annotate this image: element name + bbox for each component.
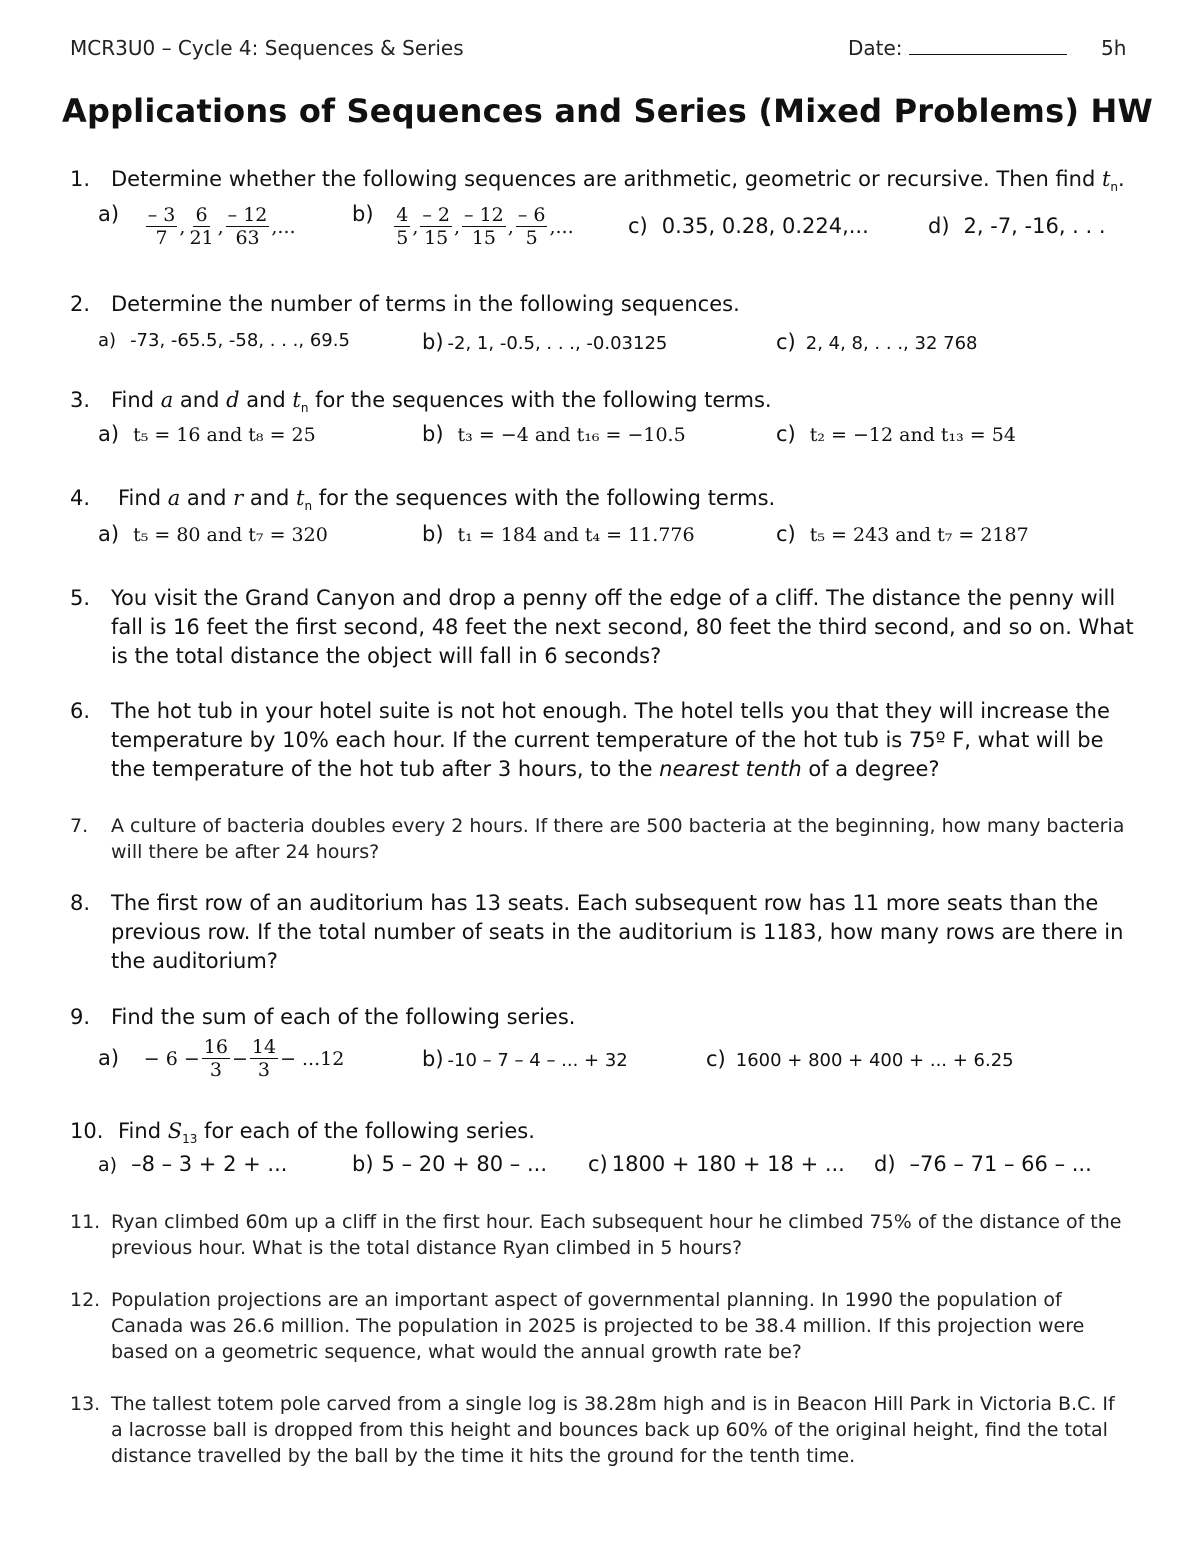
- part-expression: -2, 1, -0.5, . . ., -0.03125: [447, 333, 668, 354]
- page-title: Applications of Sequences and Series (Mixed Problems) HW: [62, 92, 1153, 130]
- part-label: c): [776, 522, 796, 546]
- question-text: The tallest totem pole carved from a single log is 38.28m high and is in Beacon Hill Park in Victoria B.C. If a lacrosse ball is dropped from this height and bounces back up 60% of the original height, find the total distance travelled by the ball by the time it hits the ground for the tenth time.: [111, 1393, 1115, 1467]
- question-number: 10.: [70, 1119, 104, 1143]
- q1-part-a: [98, 202, 296, 249]
- question-number: 2.: [70, 292, 91, 316]
- part-label: c): [776, 330, 796, 354]
- fraction: $\frac{14}{3}$: [251, 1036, 277, 1081]
- question-number: 4.: [70, 486, 91, 510]
- fraction: $\frac{- 12}{63}$: [227, 204, 268, 249]
- part-expression: 0.35, 0.28, 0.224,...: [661, 214, 869, 238]
- question-number: 7.: [70, 815, 89, 837]
- question-text: Population projections are an important aspect of governmental planning. In 1990 the population of Canada was 26.6 million. The population in 2025 is projected to be 38.4 million. If this projection were based on a geometric sequence, what would the annual growth rate be?: [111, 1289, 1085, 1363]
- question-text: The first row of an auditorium has 13 seats. Each subsequent row has 11 more seats than the previous row. If the total number of seats in the auditorium is 1183, how many rows are there in the auditorium?: [111, 891, 1124, 973]
- part-expression: t₅ = 243 and t₇ = 2187: [809, 524, 1029, 546]
- part-label: b): [352, 202, 374, 226]
- question-12: [70, 1287, 1110, 1365]
- question-text: The hot tub in your hotel suite is not hot enough. The hotel tells you that they will increase the temperature by 10% each hour. If the current temperature of the hot tub is 75º F, what will be the temperature of the hot tub after 3 hours, to the nearest tenth of a degree?: [111, 699, 1110, 781]
- fraction: $\frac{- 6}{5}$: [517, 204, 546, 249]
- q3-part-b: [422, 422, 686, 446]
- q1-part-c: [628, 214, 869, 238]
- part-expression: t₂ = −12 and t₁₃ = 54: [809, 424, 1016, 446]
- part-expression: 2, -7, -16, . . .: [963, 214, 1106, 238]
- part-expression: 2, 4, 8, . . ., 32 768: [805, 333, 978, 354]
- part-label: a): [98, 330, 117, 351]
- part-expression: t₅ = 16 and t₈ = 25: [133, 424, 316, 446]
- part-label: a): [98, 422, 120, 446]
- fraction: $\frac{4}{5}$: [396, 204, 409, 249]
- question-1: [70, 165, 1140, 202]
- question-text: You visit the Grand Canyon and drop a penny off the edge of a cliff. The distance the penny will fall is 16 feet the first second, 48 feet the next second, 80 feet the third second, and so on. What is the total distance the object will fall in 6 seconds?: [111, 586, 1134, 668]
- question-number: 9.: [70, 1005, 91, 1029]
- part-label: b): [422, 522, 444, 546]
- part-label: d): [874, 1152, 896, 1176]
- part-label: c): [588, 1152, 608, 1176]
- part-expression: 1600 + 800 + 400 + ... + 6.25: [735, 1050, 1014, 1071]
- question-4: [70, 484, 1140, 521]
- question-number: 12.: [70, 1289, 101, 1311]
- q10-part-b: [352, 1152, 547, 1176]
- part-expression: -73, -65.5, -58, . . ., 69.5: [130, 330, 350, 351]
- part-label: c): [776, 422, 796, 446]
- part-label: b): [352, 1152, 374, 1176]
- question-number: 6.: [70, 699, 91, 723]
- fraction: $\frac{6}{21}$: [189, 204, 214, 249]
- q2-part-b: [422, 330, 667, 354]
- q10-part-a: [98, 1152, 287, 1176]
- part-expression: 1800 + 180 + 18 + ...: [611, 1152, 845, 1176]
- fraction: $\frac{- 12}{15}$: [464, 204, 504, 249]
- part-label: a): [98, 202, 120, 226]
- question-number: 5.: [70, 586, 91, 610]
- question-10: [70, 1117, 1140, 1154]
- q10-part-c: [588, 1152, 845, 1176]
- question-text: Determine whether the following sequences are arithmetic, geometric or recursive. Then find $t_n$.: [111, 167, 1125, 195]
- q3-part-a: [98, 422, 316, 446]
- question-text: Find a and r and $t_n$ for the sequences with the following terms.: [118, 486, 776, 514]
- worksheet-code: 5h: [1101, 36, 1127, 60]
- q1-part-d: [928, 214, 1106, 238]
- question-text: Ryan climbed 60m up a cliff in the first hour. Each subsequent hour he climbed 75% of the distance of the previous hour. What is the total distance Ryan climbed in 5 hours?: [111, 1211, 1122, 1259]
- part-expression: 5 – 20 + 80 – ...: [381, 1152, 548, 1176]
- part-expression: -10 – 7 – 4 – ... + 32: [447, 1050, 628, 1071]
- part-label: d): [928, 214, 950, 238]
- question-2: [70, 290, 1140, 319]
- question-13: [70, 1391, 1132, 1469]
- question-text: Find the sum of each of the following series.: [111, 1005, 576, 1029]
- q4-part-c: [776, 522, 1029, 546]
- question-number: 13.: [70, 1393, 101, 1415]
- fraction: $\frac{- 3}{7}$: [147, 204, 176, 249]
- part-label: b): [422, 422, 444, 446]
- question-number: 3.: [70, 388, 91, 412]
- part-label: b): [422, 330, 444, 354]
- fraction-sequence: $\frac{4}{5}$ , $\frac{- 2}{15}$ , $\frac{- 12}{15}$ , $\frac{- 6}{5}$ ,...: [396, 204, 574, 249]
- part-label: a): [98, 522, 120, 546]
- q3-part-c: [776, 422, 1016, 446]
- part-label: a): [98, 1154, 118, 1176]
- date-field: [848, 36, 1067, 60]
- question-7: [70, 813, 1140, 865]
- fraction: $\frac{16}{3}$: [203, 1036, 228, 1081]
- part-expression: –8 – 3 + 2 + ...: [131, 1152, 288, 1176]
- question-text: A culture of bacteria doubles every 2 hours. If there are 500 bacteria at the beginning, how many bacteria will there be after 24 hours?: [111, 815, 1125, 863]
- question-text: Determine the number of terms in the following sequences.: [111, 292, 740, 316]
- fraction: $\frac{- 2}{15}$: [422, 204, 450, 249]
- date-blank-line: [909, 36, 1067, 55]
- q4-part-b: [422, 522, 695, 546]
- part-label: a): [98, 1045, 120, 1070]
- q2-part-a: [98, 330, 350, 351]
- q4-part-a: [98, 522, 328, 546]
- part-label: b): [422, 1047, 444, 1071]
- question-5: [70, 584, 1140, 671]
- question-number: 1.: [70, 167, 91, 191]
- series-expression: − 6 − $\frac{16}{3}$ − $\frac{14}{3}$ − ...12: [143, 1036, 345, 1081]
- q10-part-d: [874, 1152, 1092, 1176]
- part-expression: –76 – 71 – 66 – ...: [909, 1152, 1092, 1176]
- question-text: Find a and d and $t_n$ for the sequences with the following terms.: [111, 388, 772, 416]
- q2-part-c: [776, 330, 977, 354]
- part-label: c): [706, 1047, 726, 1071]
- fraction-sequence: $\frac{- 3}{7}$ , $\frac{6}{21}$ , $\frac{- 12}{63}$ ,...: [147, 204, 296, 249]
- question-number: 11.: [70, 1211, 101, 1233]
- part-label: c): [628, 214, 648, 238]
- question-text: Find $S_{13}$ for each of the following series.: [118, 1119, 535, 1147]
- part-expression: t₃ = −4 and t₁₆ = −10.5: [457, 424, 686, 446]
- question-11: [70, 1209, 1132, 1261]
- q1-part-b: [352, 202, 574, 249]
- question-3: [70, 386, 1140, 423]
- question-number: 8.: [70, 891, 91, 915]
- part-expression: t₅ = 80 and t₇ = 320: [133, 524, 328, 546]
- part-expression: t₁ = 184 and t₄ = 11.776: [457, 524, 695, 546]
- question-6: [70, 697, 1140, 784]
- question-8: [70, 889, 1140, 976]
- date-label: Date:: [848, 36, 903, 60]
- q9-part-a: [98, 1036, 344, 1081]
- course-header: MCR3U0 – Cycle 4: Sequences & Series: [70, 36, 464, 60]
- question-9: [70, 1003, 1140, 1032]
- q9-part-c: [706, 1047, 1014, 1071]
- q9-part-b: [422, 1047, 628, 1071]
